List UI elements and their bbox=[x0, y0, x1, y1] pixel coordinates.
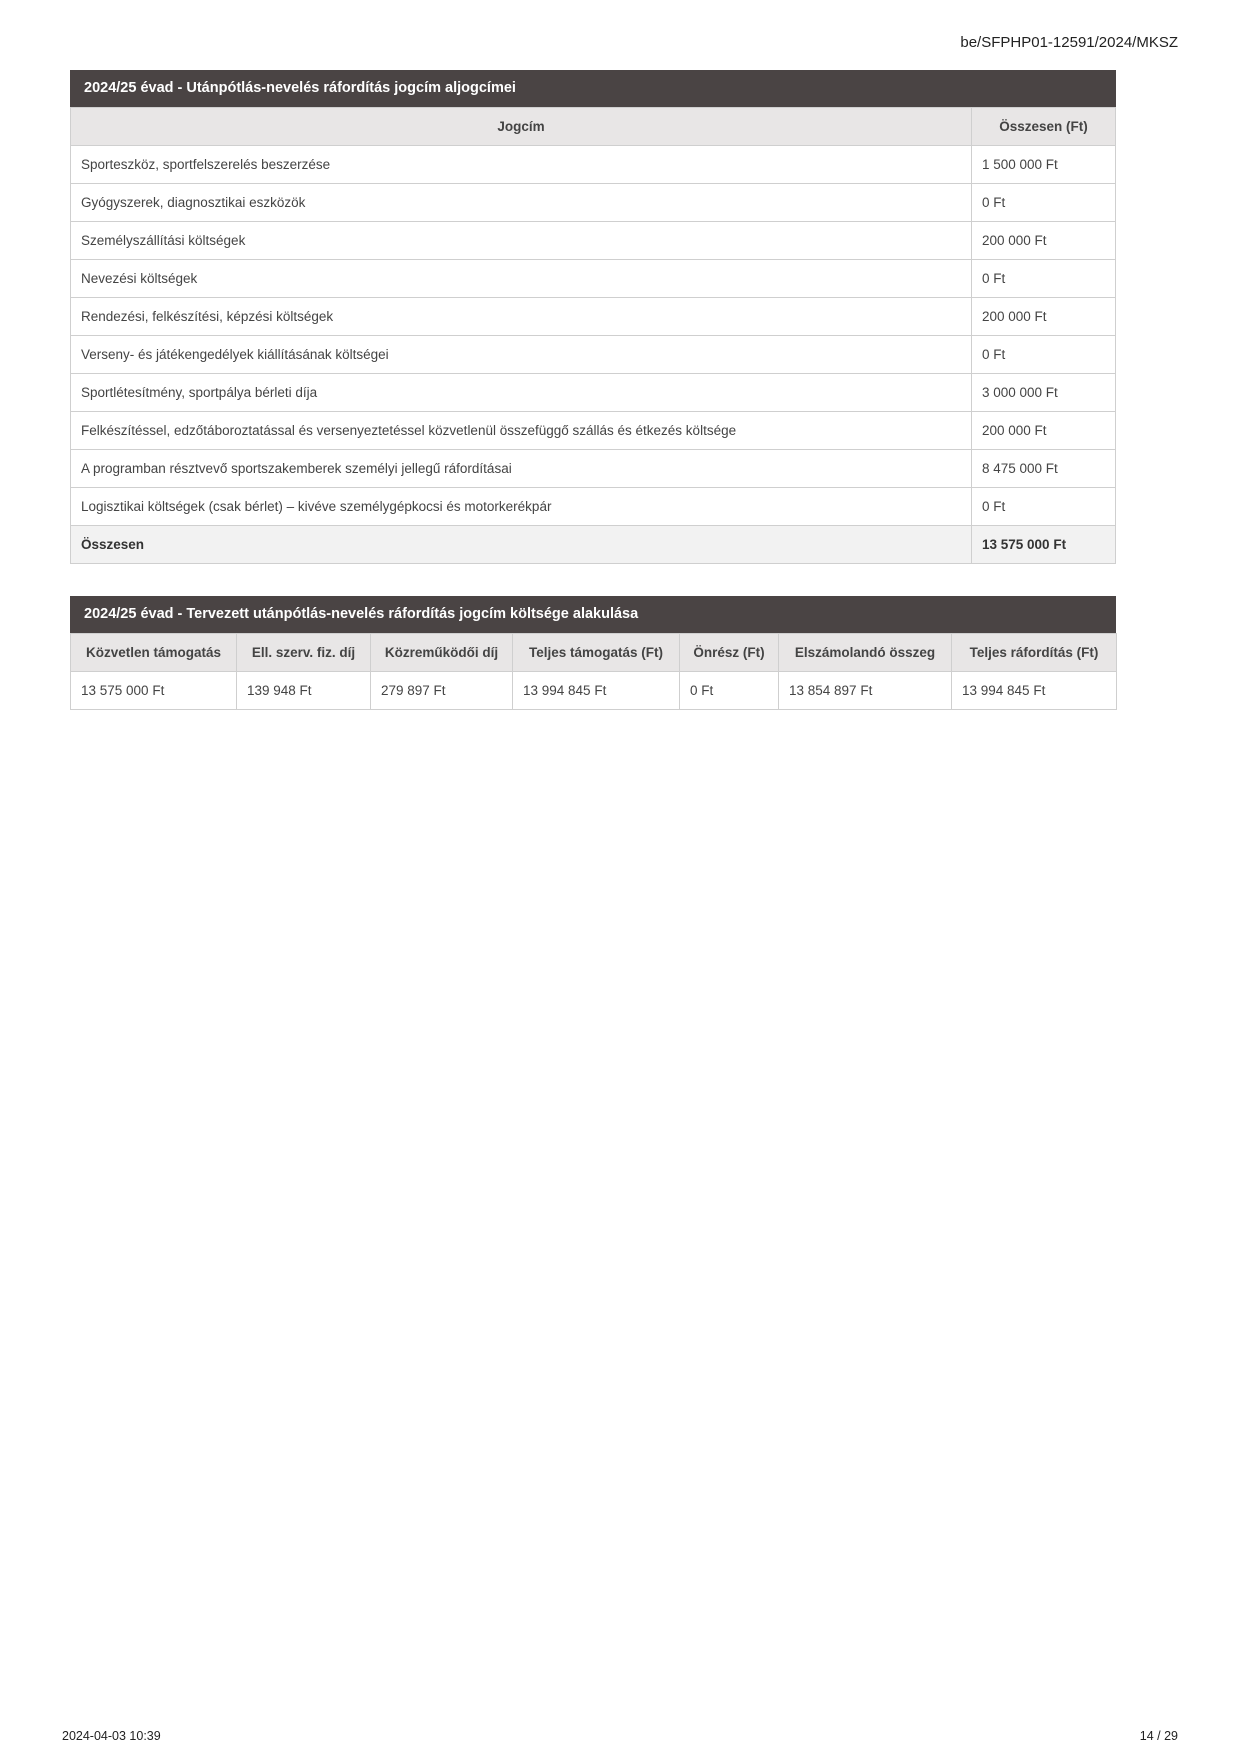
table-row bbox=[71, 374, 1116, 412]
row-amount: 200 000 Ft bbox=[972, 222, 1116, 260]
table-row bbox=[71, 450, 1116, 488]
subcategories-table bbox=[70, 107, 1116, 564]
cell-ell-szerv-fiz-dij: 139 948 Ft bbox=[237, 672, 371, 710]
cell-teljes-raforditas: 13 994 845 Ft bbox=[952, 672, 1117, 710]
row-label: Gyógyszerek, diagnosztikai eszközök bbox=[71, 184, 972, 222]
row-amount: 0 Ft bbox=[972, 488, 1116, 526]
table-row bbox=[71, 222, 1116, 260]
row-label: Felkészítéssel, edzőtáboroztatással és versenyeztetéssel közvetlenül összefüggő szállás és étkezés költsége bbox=[71, 412, 972, 450]
table-row bbox=[71, 146, 1116, 184]
row-label: Verseny- és játékengedélyek kiállításának költségei bbox=[71, 336, 972, 374]
cell-teljes-tamogatas: 13 994 845 Ft bbox=[513, 672, 680, 710]
row-label: Nevezési költségek bbox=[71, 260, 972, 298]
row-label: Logisztikai költségek (csak bérlet) – kivéve személygépkocsi és motorkerékpár bbox=[71, 488, 972, 526]
subcategories-section bbox=[70, 70, 1116, 564]
row-amount: 0 Ft bbox=[972, 260, 1116, 298]
column-header-teljes-tamogatas: Teljes támogatás (Ft) bbox=[513, 634, 680, 672]
row-amount: 200 000 Ft bbox=[972, 298, 1116, 336]
row-amount: 0 Ft bbox=[972, 336, 1116, 374]
subcategories-title: 2024/25 évad - Utánpótlás-nevelés ráfordítás jogcím aljogcímei bbox=[70, 70, 1116, 107]
table-row bbox=[71, 298, 1116, 336]
planned-costs-title: 2024/25 évad - Tervezett utánpótlás-nevelés ráfordítás jogcím költsége alakulása bbox=[70, 596, 1116, 633]
document-id: be/SFPHP01-12591/2024/MKSZ bbox=[960, 34, 1178, 51]
table-row bbox=[71, 672, 1117, 710]
table-row bbox=[71, 488, 1116, 526]
column-header-osszesen: Összesen (Ft) bbox=[972, 108, 1116, 146]
table-header-row bbox=[71, 634, 1117, 672]
total-row bbox=[71, 526, 1116, 564]
column-header-kozremukodoi-dij: Közreműködői díj bbox=[371, 634, 513, 672]
column-header-teljes-raforditas: Teljes ráfordítás (Ft) bbox=[952, 634, 1117, 672]
row-label: Személyszállítási költségek bbox=[71, 222, 972, 260]
planned-costs-table bbox=[70, 633, 1117, 710]
planned-costs-section bbox=[70, 596, 1116, 710]
row-label: Rendezési, felkészítési, képzési költségek bbox=[71, 298, 972, 336]
row-amount: 0 Ft bbox=[972, 184, 1116, 222]
table-row bbox=[71, 412, 1116, 450]
table-row bbox=[71, 336, 1116, 374]
footer-page-number: 14 / 29 bbox=[1139, 1729, 1178, 1743]
column-header-onresz: Önrész (Ft) bbox=[680, 634, 779, 672]
row-amount: 1 500 000 Ft bbox=[972, 146, 1116, 184]
table-row bbox=[71, 260, 1116, 298]
cell-kozremukodoi-dij: 279 897 Ft bbox=[371, 672, 513, 710]
cell-kozvetlen-tamogatas: 13 575 000 Ft bbox=[71, 672, 237, 710]
row-label: Sportlétesítmény, sportpálya bérleti díja bbox=[71, 374, 972, 412]
footer-timestamp: 2024-04-03 10:39 bbox=[62, 1729, 161, 1743]
row-amount: 200 000 Ft bbox=[972, 412, 1116, 450]
total-label: Összesen bbox=[71, 526, 972, 564]
table-row bbox=[71, 184, 1116, 222]
column-header-kozvetlen-tamogatas: Közvetlen támogatás bbox=[71, 634, 237, 672]
column-header-elszamolando-osszeg: Elszámolandó összeg bbox=[779, 634, 952, 672]
row-label: Sporteszköz, sportfelszerelés beszerzése bbox=[71, 146, 972, 184]
row-amount: 3 000 000 Ft bbox=[972, 374, 1116, 412]
cell-onresz: 0 Ft bbox=[680, 672, 779, 710]
column-header-ell-szerv-fiz-dij: Ell. szerv. fiz. díj bbox=[237, 634, 371, 672]
row-label: A programban résztvevő sportszakemberek személyi jellegű ráfordításai bbox=[71, 450, 972, 488]
table-header-row bbox=[71, 108, 1116, 146]
row-amount: 8 475 000 Ft bbox=[972, 450, 1116, 488]
column-header-jogcim: Jogcím bbox=[71, 108, 972, 146]
total-amount: 13 575 000 Ft bbox=[972, 526, 1116, 564]
cell-elszamolando-osszeg: 13 854 897 Ft bbox=[779, 672, 952, 710]
